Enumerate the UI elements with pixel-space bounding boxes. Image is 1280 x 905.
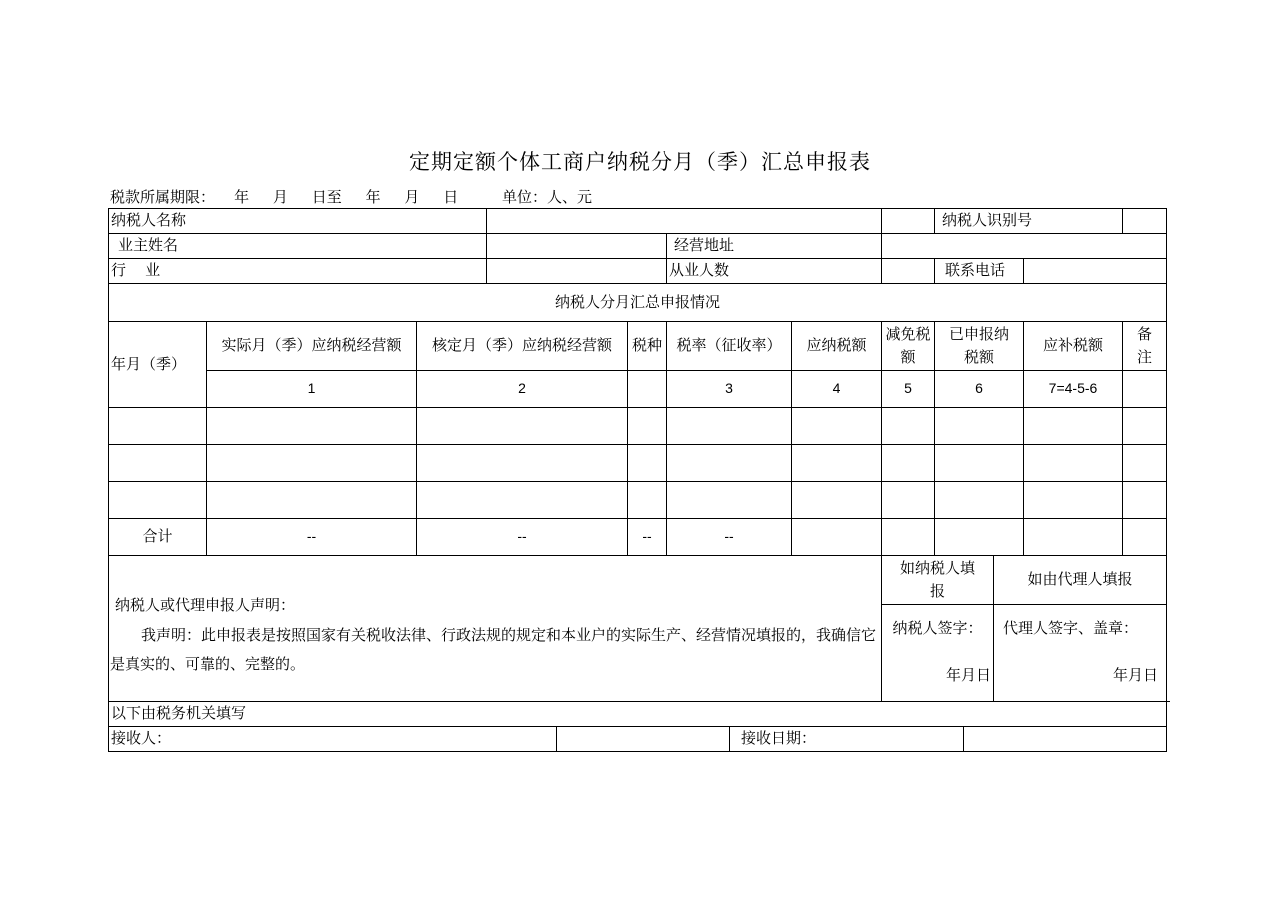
blank-cell — [882, 209, 934, 233]
taxpayer-sign-label: 纳税人签字： — [892, 619, 983, 638]
employees-field[interactable] — [882, 259, 934, 283]
total-tax-type: -- — [642, 528, 652, 545]
col-header-tax-declared: 已申报纳税额 — [948, 324, 1009, 366]
agent-sign-label: 代理人签字、盖章： — [1003, 619, 1139, 638]
taxpayer-name-field[interactable] — [487, 209, 881, 233]
taxpayer-fill-label: 如纳税人填报 — [899, 558, 975, 600]
receiver-label: 接收人： — [111, 729, 172, 748]
industry-label: 行 业 — [111, 261, 161, 280]
col-header-tax-due: 应补税额 — [1042, 336, 1103, 355]
col-number-6: 6 — [975, 380, 983, 397]
employees-label: 从业人数 — [669, 261, 730, 280]
grid-line — [881, 604, 1167, 605]
taxpayer-id-field[interactable] — [1123, 209, 1166, 233]
col-number-7: 7=4-5-6 — [1048, 380, 1098, 397]
taxpayer-id-label: 纳税人识别号 — [942, 211, 1033, 230]
section-title: 纳税人分月汇总申报情况 — [554, 292, 720, 311]
address-label: 经营地址 — [674, 236, 735, 255]
agent-fill-label: 如由代理人填报 — [1027, 570, 1133, 589]
col-number-2: 2 — [518, 380, 526, 397]
col-header-assessed-revenue: 核定月（季）应纳税经营额 — [431, 336, 612, 355]
col-header-tax-type: 税种 — [631, 336, 662, 355]
taxpayer-name-label: 纳税人名称 — [111, 211, 187, 230]
col-number-4: 4 — [832, 380, 841, 397]
owner-name-label: 业主姓名 — [118, 236, 179, 255]
total-actual-revenue: -- — [306, 528, 317, 545]
col-number-3: 3 — [725, 380, 733, 397]
grid-line — [934, 258, 935, 283]
declaration-text: 我声明：此申报表是按照国家有关税收法律、行政法规的规定和本业户的实际生产、经营情况填报的，我确信它是真实的、可靠的、完整的。 — [110, 626, 877, 673]
address-field[interactable] — [882, 234, 1166, 258]
agent-date-label: 年月日 — [1112, 666, 1158, 685]
total-assessed-revenue: -- — [517, 528, 527, 545]
receive-date-field[interactable] — [964, 727, 1166, 751]
grid-line — [934, 208, 935, 233]
col-header-year-month: 年月（季） — [111, 354, 187, 373]
col-number-1: 1 — [307, 380, 316, 397]
form-title: 定期定额个体工商户纳税分月（季）汇总申报表 — [409, 150, 871, 174]
col-header-actual-revenue: 实际月（季）应纳税经营额 — [221, 336, 402, 355]
total-row-label: 合计 — [142, 527, 173, 546]
grid-line — [108, 481, 1167, 482]
col-header-tax-rate: 税率（征收率） — [676, 336, 782, 355]
receive-date-label: 接收日期： — [741, 729, 817, 748]
grid-line — [1166, 208, 1167, 752]
taxpayer-date-label: 年月日 — [945, 666, 991, 685]
total-tax-rate: -- — [724, 528, 734, 545]
grid-line — [108, 444, 1167, 445]
receiver-field[interactable] — [557, 727, 729, 751]
declaration-heading: 纳税人或代理申报人声明： — [115, 596, 296, 615]
phone-field[interactable] — [1024, 259, 1166, 283]
grid-line — [108, 751, 1167, 752]
tax-period-label: 税款所属期限： 年 月 日至 年 月 日 — [110, 188, 459, 206]
grid-line — [108, 407, 1167, 408]
tax-office-heading: 以下由税务机关填写 — [111, 704, 247, 723]
industry-field[interactable] — [487, 259, 666, 283]
grid-line — [729, 726, 730, 751]
col-header-remarks: 备注 — [1136, 324, 1152, 366]
unit-label: 单位：人、元 — [502, 188, 593, 206]
owner-name-field[interactable] — [487, 234, 666, 258]
col-header-tax-payable: 应纳税额 — [806, 336, 867, 355]
phone-label: 联系电话 — [945, 261, 1006, 280]
col-header-tax-reduction: 减免税额 — [885, 324, 931, 366]
col-number-5: 5 — [904, 380, 912, 397]
